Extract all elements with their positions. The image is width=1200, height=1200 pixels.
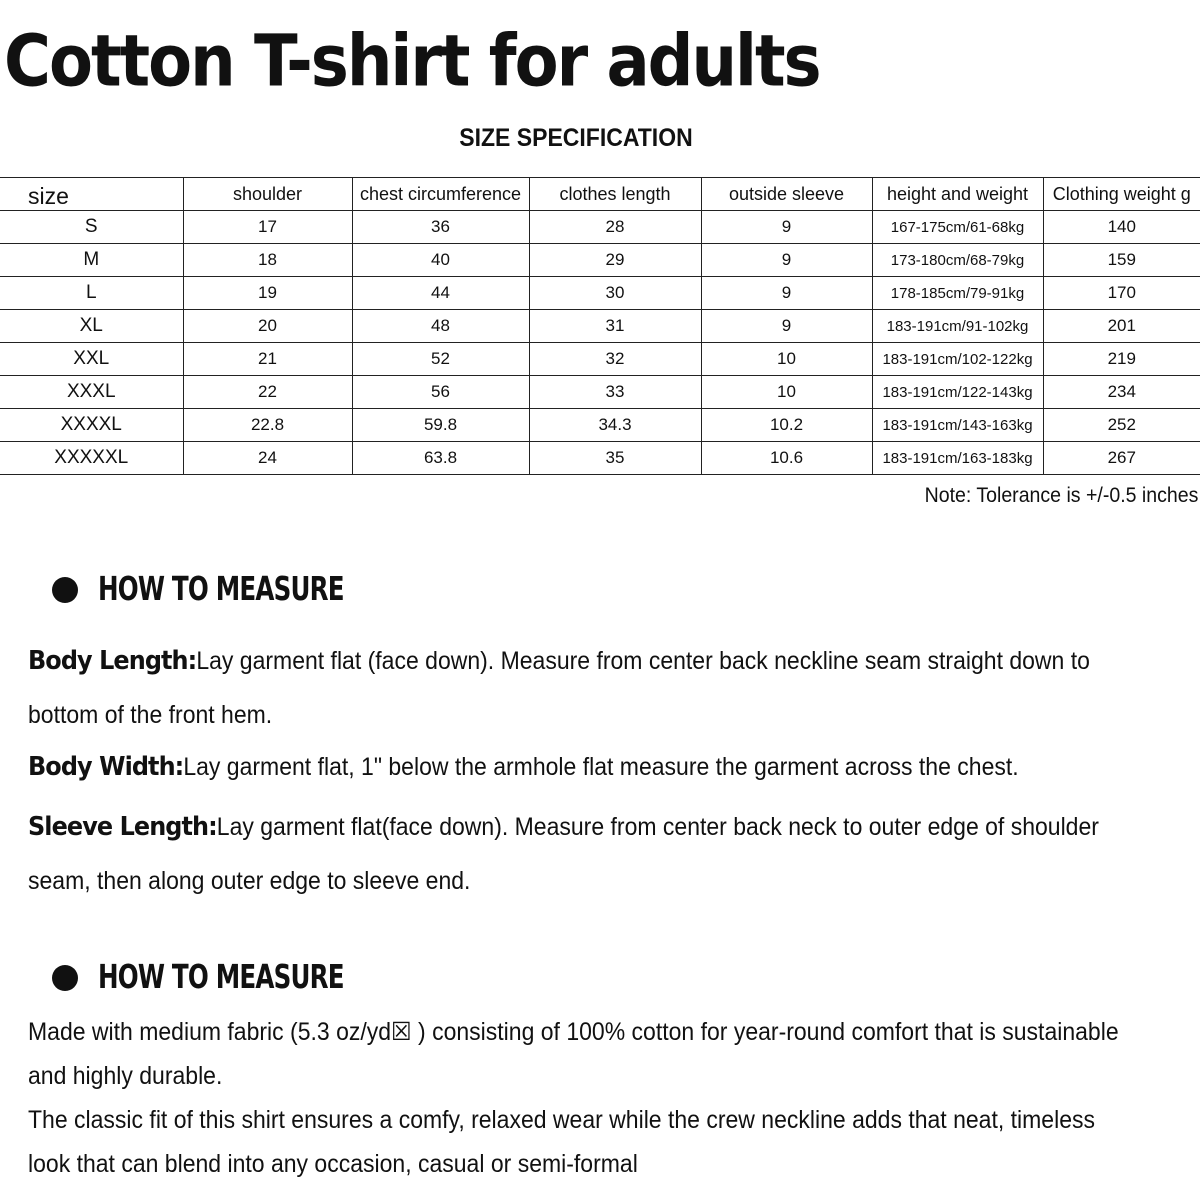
section-heading-label: HOW TO MEASURE [98, 570, 344, 609]
shoulder-cell: 22 [183, 376, 352, 409]
clothing-weight-cell: 159 [1043, 244, 1200, 277]
length-cell: 35 [529, 442, 701, 475]
section-heading-label: HOW TO MEASURE [98, 958, 344, 997]
sleeve-cell: 10.6 [701, 442, 872, 475]
sleeve-cell: 10.2 [701, 409, 872, 442]
header-shoulder: shoulder [183, 178, 352, 211]
header-chest-circumference: chest circumference [352, 178, 529, 211]
fabric-paragraph: Made with medium fabric (5.3 oz/yd☒ ) consisting of 100% cotton for year-round comfort that is sustainable and highly durable. [28, 1018, 1119, 1090]
size-cell: M [0, 244, 183, 277]
table-row [0, 211, 1200, 244]
clothing-weight-cell: 201 [1043, 310, 1200, 343]
length-cell: 30 [529, 277, 701, 310]
size-cell: L [0, 277, 183, 310]
sleeve-cell: 9 [701, 211, 872, 244]
height-weight-cell: 183-191cm/91-102kg [872, 310, 1043, 343]
chest-cell: 52 [352, 343, 529, 376]
height-weight-cell: 183-191cm/122-143kg [872, 376, 1043, 409]
chest-cell: 48 [352, 310, 529, 343]
header-height-and-weight: height and weight [872, 178, 1043, 211]
sleeve-length-text: Lay garment flat(face down). Measure from center back neck to outer edge of shoulder seam, then along outer edge to sleeve end. [28, 813, 1099, 895]
chest-cell: 36 [352, 211, 529, 244]
table-row [0, 310, 1200, 343]
sleeve-cell: 9 [701, 244, 872, 277]
body-width-paragraph [28, 740, 1132, 794]
body-width-term: Body Width: [28, 752, 184, 782]
chest-cell: 63.8 [352, 442, 529, 475]
length-cell: 32 [529, 343, 701, 376]
body-length-text: Lay garment flat (face down). Measure from center back neckline seam straight down to bottom of the front hem. [28, 647, 1090, 729]
page-title: Cotton T-shirt for adults [4, 20, 820, 104]
shoulder-cell: 22.8 [183, 409, 352, 442]
header-clothes-length: clothes length [529, 178, 701, 211]
header-clothing-weight: Clothing weight g [1043, 178, 1200, 211]
length-cell: 28 [529, 211, 701, 244]
table-row [0, 442, 1200, 475]
body-length-paragraph [28, 634, 1132, 742]
height-weight-cell: 183-191cm/143-163kg [872, 409, 1043, 442]
table-row [0, 409, 1200, 442]
table-header-row [0, 178, 1200, 211]
length-cell: 34.3 [529, 409, 701, 442]
chest-cell: 44 [352, 277, 529, 310]
chest-cell: 56 [352, 376, 529, 409]
length-cell: 33 [529, 376, 701, 409]
bullet-icon [52, 965, 78, 991]
shoulder-cell: 20 [183, 310, 352, 343]
sleeve-length-term: Sleeve Length: [28, 812, 217, 842]
table-row [0, 343, 1200, 376]
sleeve-cell: 10 [701, 376, 872, 409]
table-row [0, 277, 1200, 310]
sleeve-cell: 9 [701, 310, 872, 343]
height-weight-cell: 183-191cm/102-122kg [872, 343, 1043, 376]
length-cell: 29 [529, 244, 701, 277]
sleeve-length-paragraph [28, 800, 1132, 908]
clothing-weight-cell: 140 [1043, 211, 1200, 244]
size-cell: S [0, 211, 183, 244]
size-specification-table [0, 177, 1200, 475]
size-cell: XL [0, 310, 183, 343]
size-cell: XXXL [0, 376, 183, 409]
sleeve-cell: 9 [701, 277, 872, 310]
size-cell: XXXXL [0, 409, 183, 442]
header-size: size [0, 178, 183, 211]
fit-paragraph: The classic fit of this shirt ensures a comfy, relaxed wear while the crew neckline adds that neat, timeless look that can blend into any occasion, casual or semi-formal [28, 1106, 1095, 1178]
shoulder-cell: 17 [183, 211, 352, 244]
chest-cell: 59.8 [352, 409, 529, 442]
chest-cell: 40 [352, 244, 529, 277]
height-weight-cell: 173-180cm/68-79kg [872, 244, 1043, 277]
clothing-weight-cell: 170 [1043, 277, 1200, 310]
body-width-text: Lay garment flat, 1" below the armhole flat measure the garment across the chest. [183, 753, 1019, 781]
length-cell: 31 [529, 310, 701, 343]
shoulder-cell: 24 [183, 442, 352, 475]
height-weight-cell: 183-191cm/163-183kg [872, 442, 1043, 475]
clothing-weight-cell: 219 [1043, 343, 1200, 376]
header-outside-sleeve: outside sleeve [701, 178, 872, 211]
fabric-section-heading [52, 960, 398, 995]
height-weight-cell: 178-185cm/79-91kg [872, 277, 1043, 310]
clothing-weight-cell: 252 [1043, 409, 1200, 442]
tolerance-note: Note: Tolerance is +/-0.5 inches [924, 484, 1198, 507]
shoulder-cell: 18 [183, 244, 352, 277]
size-cell: XXL [0, 343, 183, 376]
sleeve-cell: 10 [701, 343, 872, 376]
table-row [0, 244, 1200, 277]
table-row [0, 376, 1200, 409]
bullet-icon [52, 577, 78, 603]
clothing-weight-cell: 267 [1043, 442, 1200, 475]
height-weight-cell: 167-175cm/61-68kg [872, 211, 1043, 244]
size-specification-heading: SIZE SPECIFICATION [459, 124, 693, 152]
clothing-weight-cell: 234 [1043, 376, 1200, 409]
how-to-measure-heading [52, 572, 398, 607]
shoulder-cell: 21 [183, 343, 352, 376]
shoulder-cell: 19 [183, 277, 352, 310]
size-cell: XXXXXL [0, 442, 183, 475]
body-length-term: Body Length: [28, 646, 197, 676]
